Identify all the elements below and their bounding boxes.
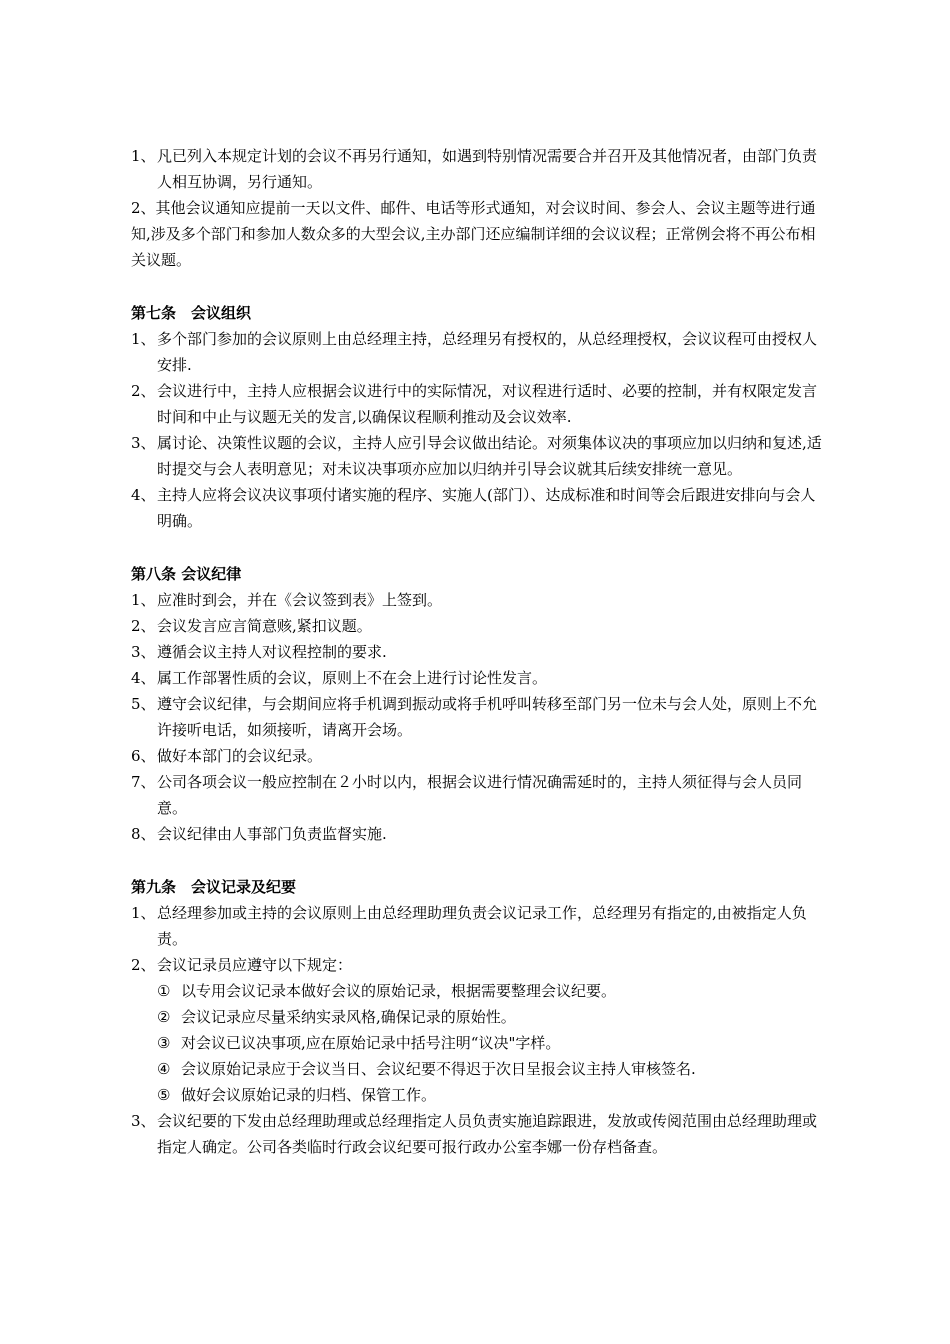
document-body (131, 143, 824, 1160)
sub-item (131, 1030, 824, 1056)
list-item (131, 769, 824, 821)
item-text: 属工作部署性质的会议，原则上不在会上进行讨论性发言。 (157, 669, 548, 687)
item-number: 7、 (131, 773, 156, 791)
item-number: 2、 (131, 199, 156, 217)
list-item (131, 1108, 824, 1160)
item-number: 3、 (131, 1112, 156, 1130)
item-number: 2、 (131, 382, 156, 400)
item-number: 1、 (131, 147, 156, 165)
list-item (131, 326, 824, 378)
item-number: 2、 (131, 617, 156, 635)
sub-item-text: 对会议已议决事项,应在原始记录中括号注明“议决"字样。 (181, 1034, 561, 1052)
sub-item-text: 做好会议原始记录的归档、保管工作。 (181, 1086, 437, 1104)
item-number: 2、 (131, 956, 156, 974)
sub-item-marker: ③ (157, 1034, 171, 1052)
sub-item (131, 1082, 824, 1108)
list-item (131, 613, 824, 639)
list-item (131, 665, 824, 691)
item-text: 遵守会议纪律，与会期间应将手机调到振动或将手机呼叫转移至部门另一位未与会人处，原则上不允许接听电话，如须接听，请离开会场。 (157, 695, 818, 739)
list-item (131, 691, 824, 743)
item-text: 会议进行中，主持人应根据会议进行中的实际情况，对议程进行适时、必要的控制，并有权限定发言时间和中止与议题无关的发言,以确保议程顺利推动及会议效率. (157, 382, 818, 426)
sub-item-marker: ② (157, 1008, 171, 1026)
list-item (131, 143, 824, 195)
item-number: 3、 (131, 434, 156, 452)
section-heading: 第七条 会议组织 (131, 304, 252, 322)
item-number: 3、 (131, 643, 156, 661)
list-item (131, 587, 824, 613)
item-text: 凡已列入本规定计划的会议不再另行通知，如遇到特别情况需要合并召开及其他情况者，由部门负责人相互协调，另行通知。 (157, 147, 818, 191)
item-text: 遵循会议主持人对议程控制的要求. (157, 643, 387, 661)
item-number: 4、 (131, 486, 156, 504)
item-text: 公司各项会议一般应控制在２小时以内，根据会议进行情况确需延时的，主持人须征得与会人员同意。 (157, 773, 803, 817)
list-item (131, 821, 824, 847)
list-item (131, 900, 824, 952)
list-item (131, 743, 824, 769)
sub-item (131, 1056, 824, 1082)
item-number: 4、 (131, 669, 156, 687)
item-number: 6、 (131, 747, 156, 765)
sub-item (131, 1004, 824, 1030)
item-text: 多个部门参加的会议原则上由总经理主持，总经理另有授权的，从总经理授权，会议议程可由授权人安排. (157, 330, 818, 374)
sub-item-text: 以专用会议记录本做好会议的原始记录，根据需要整理会议纪要。 (181, 982, 617, 1000)
sub-item-marker: ④ (157, 1060, 171, 1078)
item-number: 1、 (131, 591, 156, 609)
sub-item-text: 会议记录应尽量采纳实录风格,确保记录的原始性。 (181, 1008, 516, 1026)
list-item (131, 482, 824, 534)
list-item (131, 378, 824, 430)
item-text: 主持人应将会议决议事项付诸实施的程序、实施人(部门）、达成标准和时间等会后跟进安排向与会人明确。 (157, 486, 816, 530)
list-item (131, 430, 824, 482)
item-text: 会议发言应言简意赅,紧扣议题。 (157, 617, 372, 635)
sub-item-marker: ① (157, 982, 171, 1000)
item-text: 会议纪律由人事部门负责监督实施. (157, 825, 387, 843)
section-heading: 第八条 会议纪律 (131, 565, 242, 583)
item-text: 会议纪要的下发由总经理助理或总经理指定人员负责实施追踪跟进，发放或传阅范围由总经理助理或指定人确定。公司各类临时行政会议纪要可报行政办公室李娜一份存档备查。 (157, 1112, 818, 1156)
item-text: 做好本部门的会议纪录。 (157, 747, 323, 765)
item-text: 属讨论、决策性议题的会议，主持人应引导会议做出结论。对须集体议决的事项应加以归纳和复述,适时提交与会人表明意见；对未议决事项亦应加以归纳并引导会议就其后续安排统一意见。 (157, 434, 822, 478)
sub-item-marker: ⑤ (157, 1086, 171, 1104)
list-item (131, 952, 824, 978)
item-text: 其他会议通知应提前一天以文件、邮件、电话等形式通知，对会议时间、参会人、会议主题等进行通知,涉及多个部门和参加人数众多的大型会议,主办部门还应编制详细的会议议程；正常例会将不再公布相关议题。 (131, 199, 816, 269)
item-text: 会议记录员应遵守以下规定： (157, 956, 353, 974)
item-text: 总经理参加或主持的会议原则上由总经理助理负责会议记录工作，总经理另有指定的,由被指定人负责。 (157, 904, 807, 948)
item-number: 1、 (131, 330, 156, 348)
item-text: 应准时到会，并在《会议签到表》上签到。 (157, 591, 443, 609)
item-number: 5、 (131, 695, 156, 713)
sub-item-text: 会议原始记录应于会议当日、会议纪要不得迟于次日呈报会议主持人审核签名. (181, 1060, 696, 1078)
item-number: 1、 (131, 904, 156, 922)
section-heading: 第九条 会议记录及纪要 (131, 878, 297, 896)
item-number: 8、 (131, 825, 156, 843)
list-item (131, 195, 824, 273)
list-item (131, 639, 824, 665)
sub-item (131, 978, 824, 1004)
